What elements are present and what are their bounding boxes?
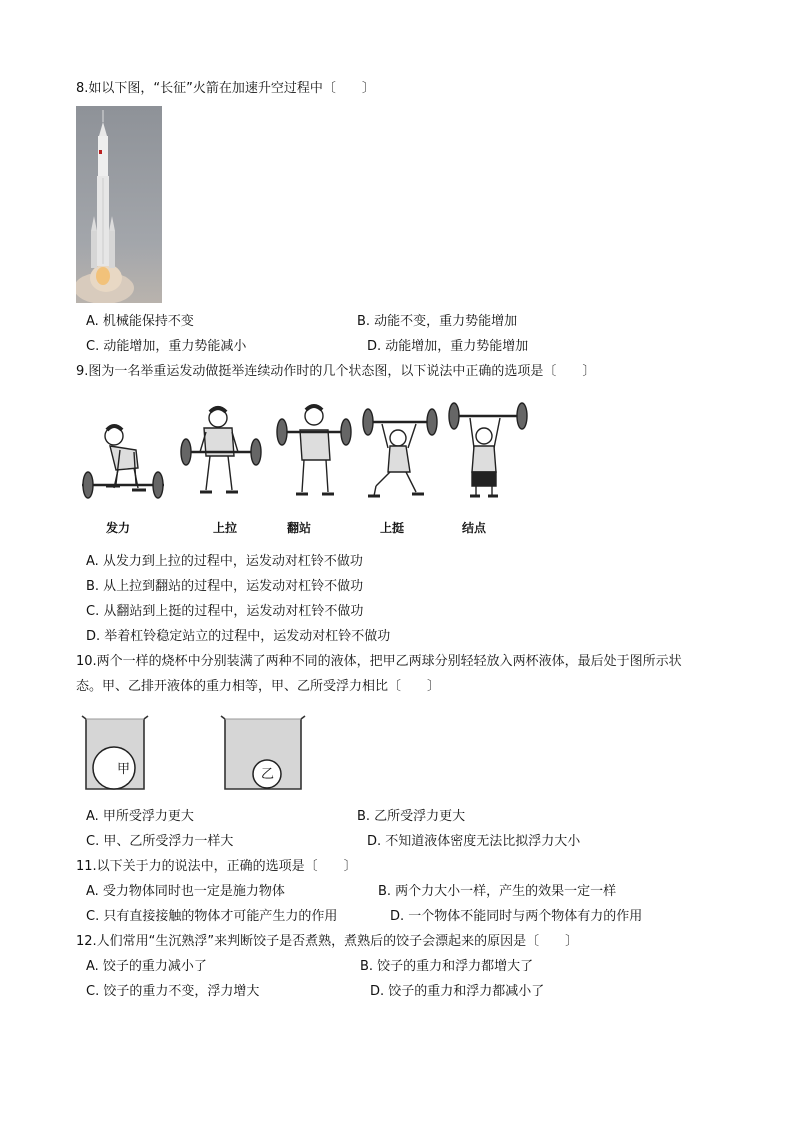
q10-option-d: D. 不知道液体密度无法比拟浮力大小: [367, 834, 581, 849]
q9-option-d: D. 举着杠铃稳定站立的过程中，运发动对杠铃不做功: [86, 629, 391, 644]
beaker-jia: [78, 712, 150, 792]
q12-option-b: B. 饺子的重力和浮力都增大了: [360, 959, 534, 974]
q8-option-a: A. 机械能保持不变: [86, 314, 194, 329]
q8-option-c: C. 动能增加，重力势能减小: [86, 339, 247, 354]
q10-stem-line1: 10.两个一样的烧杯中分别装满了两种不同的液体，把甲乙两球分别轻轻放入两杯液体，最后处于图所示状: [76, 654, 682, 669]
q11-option-b: B. 两个力大小一样，产生的效果一定一样: [378, 884, 617, 899]
q12-option-a: A. 饺子的重力减小了: [86, 959, 207, 974]
q10-option-c: C. 甲、乙所受浮力一样大: [86, 834, 234, 849]
q9-option-c: C. 从翻站到上挺的过程中，运发动对杠铃不做功: [86, 604, 364, 619]
q9-option-a: A. 从发力到上拉的过程中，运发动对杠铃不做功: [86, 554, 363, 569]
q9-stem: 9.图为一名举重运发动做挺举连续动作时的几个状态图，以下说法中正确的选项是〔 〕: [76, 364, 596, 379]
q11-option-c: C. 只有直接接触的物体才可能产生力的作用: [86, 909, 338, 924]
pose-fanzhan: [277, 406, 351, 494]
q10-option-b: B. 乙所受浮力更大: [357, 809, 466, 824]
pose-jiedian: [449, 403, 527, 496]
pose-shangla: [181, 408, 261, 492]
q12-option-c: C. 饺子的重力不变，浮力增大: [86, 984, 260, 999]
pose-shangting: [363, 409, 437, 496]
caption-shangla: 上拉: [213, 521, 238, 535]
q11-option-a: A. 受力物体同时也一定是施力物体: [86, 884, 285, 899]
ball-yi-label: 乙: [261, 767, 275, 782]
q10-stem-line2: 态。甲、乙排开液体的重力相等，甲、乙所受浮力相比〔 〕: [76, 679, 441, 694]
caption-shangting: 上挺: [380, 521, 405, 535]
q11-stem: 11.以下关于力的说法中，正确的选项是〔 〕: [76, 859, 357, 874]
caption-fanzhan: 翻站: [287, 521, 312, 535]
ball-jia-label: 甲: [117, 762, 131, 777]
q8-option-d: D. 动能增加，重力势能增加: [367, 339, 529, 354]
q12-option-d: D. 饺子的重力和浮力都减小了: [370, 984, 545, 999]
q8-stem: 8.如以下图，“长征”火箭在加速升空过程中〔 〕: [76, 81, 375, 96]
rocket-photo: [76, 106, 162, 303]
q9-option-b: B. 从上拉到翻站的过程中，运发动对杠铃不做功: [86, 579, 364, 594]
q11-option-d: D. 一个物体不能同时与两个物体有力的作用: [390, 909, 643, 924]
caption-fali: 发力: [106, 521, 131, 535]
q12-stem: 12.人们常用“生沉熟浮”来判断饺子是否煮熟，煮熟后的饺子会漂起来的原因是〔 〕: [76, 934, 579, 949]
caption-jiedian: 结点: [462, 521, 487, 535]
q10-option-a: A. 甲所受浮力更大: [86, 809, 194, 824]
pose-fali: [82, 426, 164, 498]
weightlifting-figure: [76, 398, 536, 518]
q8-option-b: B. 动能不变，重力势能增加: [357, 314, 518, 329]
